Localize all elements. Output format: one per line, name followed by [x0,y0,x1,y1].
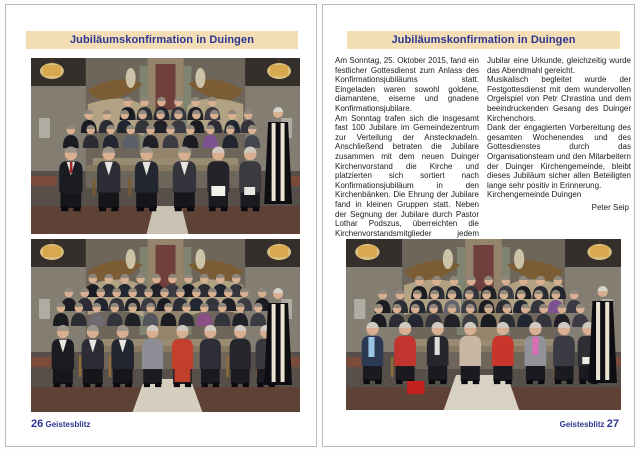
article-paragraph: Musikalisch begleitet wurde der Festgottesdienst mit dem wundervollen Orgelspiel von Petr Chrastina und dem beeindruckenden Gesang des Duinger Kirchenchors. [487,75,631,123]
photo-group-altar-bottom [31,239,300,412]
footer-right [560,418,619,430]
page-right [322,4,635,447]
magazine-title: Geistesblitz [45,420,91,429]
article-paragraph: Am Sonntag, 25. Oktober 2015, fand ein festlicher Gottesdienst zum Anlass des Konfirmationsjubiläums statt. Eingeladen waren sowohl goldene, diamantene, eiserne und gnadene Konfirmationsjubilare. [335,56,479,113]
page-title: Jubiläumskonfirmation in Duingen [69,34,255,46]
article-closing: Kirchengemeinde Duingen [487,190,582,200]
article-paragraph: Dank der engagierten Vorbereitung des gesamten Wochenendes und des Gottesdienstes durch das Organisationsteam und den Mitarbeitern der Duinger Kirchengemeinde, bleibt dieses Jubiläum sicher allen Beteiligten lange sehr positiv in Erinnerung. [487,123,631,190]
page-title: Jubiläumskonfirmation in Duingen [391,34,576,46]
extras-layer [174,365,190,382]
photo-group-altar-top [31,58,300,234]
photo-group-women-front [346,239,621,410]
article-byline: Peter Seip [591,202,629,212]
page-number: 26 [31,418,44,430]
article-text [335,56,631,240]
footer-left [31,418,90,430]
page-number: 27 [606,418,619,430]
page-header-banner [26,31,298,49]
page-header-banner [347,31,620,49]
magazine-title: Geistesblitz [559,420,605,429]
page-left [5,4,317,447]
article-paragraph: Am Sonntag trafen sich die insgesamt fast 100 Jubilare im Gemeindezentrum zur Verteilung der Anstecknadeln. Anschließend betraten die Jubilare zusammen mit dem neuen Duinger Kirchenvorstand die Kirche und platzierten sich sortiert nach Konfirmationsjubiläum in den Kirchenbänken. Die Ehrung der Jubilare fand in kleinen Gruppen statt. Neben der Segnung der Jubilare durch Pastor Lothar Podszus, überreichten die Kirchenvorstandsmitglieder jedem Jubilar eine Urkunde, gleichzeitig wurde das Abendmahl gereicht. [335,56,631,238]
